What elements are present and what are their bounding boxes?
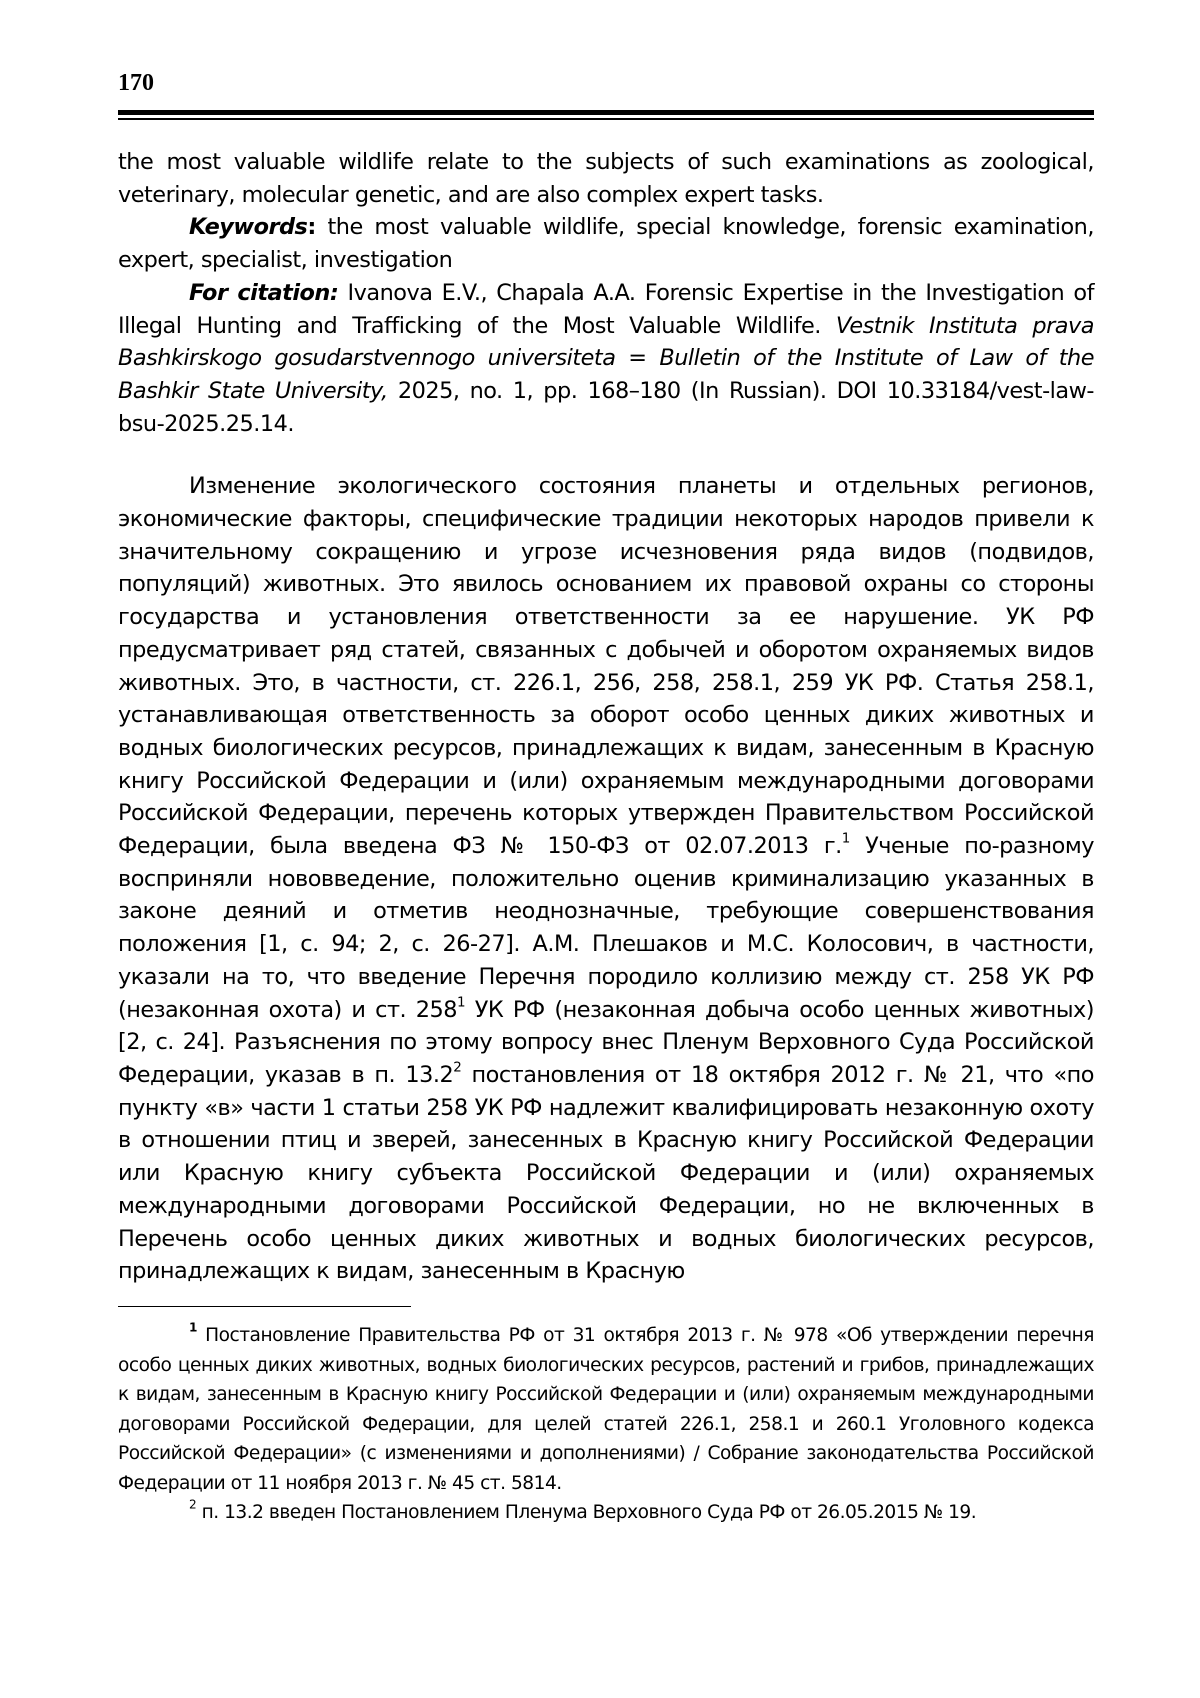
citation-paragraph — [118, 277, 1094, 441]
body-paragraph — [118, 470, 1094, 1288]
footnote-1 — [118, 1321, 1094, 1498]
footnote-2 — [118, 1498, 1094, 1528]
citation-authors: Ivanova E.V., Chapala A.A. Forensic Expertise in the Investigation of Illegal Hunting and Trafficking of the Most Valuable Wildlife. — [118, 279, 1094, 339]
article-superscript: 1 — [457, 994, 466, 1010]
body-part-1: Изменение экологического состояния планеты и отдельных регионов, экономические факторы, специфические традиции некоторых народов привели к значительному сокращению и угрозе исчезновения ряда видов (подвидов, популяций) животных. Это явилось основанием их правовой охраны со стороны государства и установления ответственности за ее нарушение. УК РФ предусматривает ряд статей, связанных с добычей и оборотом охраняемых видов животных. Это, в частности, ст. 226.1, 256, 258, 258.1, 259 УК РФ. Статья 258.1, устанавливающая ответственность за оборот особо ценных диких животных и водных биологических ресурсов, принадлежащих к видам, занесенным в Красную книгу Российской Федерации и (или) охраняемым международными договорами Российской Федерации, перечень которых утвержден Правительством Российской Федерации, была введена ФЗ № 150-ФЗ от 02.07.2013 г. — [118, 473, 1094, 860]
citation-label: For citation: — [189, 279, 339, 306]
footnote-1-mark: 1 — [189, 1320, 197, 1335]
footnote-ref-2[interactable]: 2 — [453, 1060, 462, 1076]
footnote-2-text: п. 13.2 введен Постановлением Пленума Верховного Суда РФ от 26.05.2015 № 19. — [196, 1502, 977, 1524]
page — [118, 70, 1094, 1528]
body-part-2: Ученые по-разному восприняли нововведение, положительно оценив криминализацию указанных в законе деяний и отметив неоднозначные, требующие совершенствования положения [1, с. 94; 2, с. 26-27]. А.М. Плешаков и М.С. Колосович, в частности, указали на то, что введение Перечня породило коллизию между ст. 258 УК РФ (незаконная охота) и ст. 258 — [118, 833, 1094, 1023]
abstract-section — [118, 146, 1094, 440]
footnote-ref-1[interactable]: 1 — [841, 831, 850, 847]
footnote-1-text: Постановление Правительства РФ от 31 октября 2013 г. № 978 «Об утверждении перечня особо ценных диких животных, водных биологических ресурсов, растений и грибов, принадлежащих к видам, занесенным в Красную книгу Российской Федерации и (или) охраняемым международными договорами Российской Федерации, для целей статей 226.1, 258.1 и 260.1 Уголовного кодекса Российской Федерации» (с изменениями и дополнениями) / Собрание законодательства Российской Федерации от 11 ноября 2013 г. № 45 ст. 5814. — [118, 1325, 1094, 1494]
header-rule-thick — [118, 110, 1094, 115]
keywords-colon: : — [307, 214, 316, 241]
citation-journal: Vestnik Instituta prava Bashkirskogo gosudarstvennogo universiteta = Bulletin of the Institute of Law of the Bashkir State University, — [118, 312, 1094, 404]
abstract-tail: the most valuable wildlife relate to the subjects of such examinations as zoological, veterinary, molecular genetic, and are also complex expert tasks. — [118, 149, 1094, 208]
citation-rest: 2025, no. 1, pp. 168–180 (In Russian). DOI 10.33184/vest-law-bsu-2025.25.14. — [118, 377, 1094, 437]
page-number: 170 — [118, 70, 154, 96]
body-part-4: постановления от 18 октября 2012 г. № 21, что «по пункту «в» части 1 статьи 258 УК РФ надлежит квалифицировать незаконную охоту в отношении птиц и зверей, занесенных в Красную книгу Российской Федерации или Красную книгу субъекта Российской Федерации и (или) охраняемых международными договорами Российской Федерации, но не включенных в Перечень особо ценных диких животных и водных биологических ресурсов, принадлежащих к видам, занесенным в Красную — [118, 1061, 1095, 1285]
body-part-3: УК РФ (незаконная добыча особо ценных животных) [2, с. 24]. Разъяснения по этому вопросу внес Пленум Верховного Суда Российской Федерации, указав в п. 13.2 — [118, 996, 1094, 1088]
keywords-label: Keywords — [189, 214, 308, 241]
keywords-text: the most valuable wildlife, special knowledge, forensic examination, expert, specialist, investigation — [118, 214, 1094, 274]
header-rule-thin — [118, 118, 1094, 120]
footnote-divider — [118, 1306, 411, 1308]
footnotes — [118, 1321, 1094, 1528]
keywords-paragraph — [118, 211, 1094, 276]
footnote-2-mark: 2 — [189, 1497, 197, 1512]
